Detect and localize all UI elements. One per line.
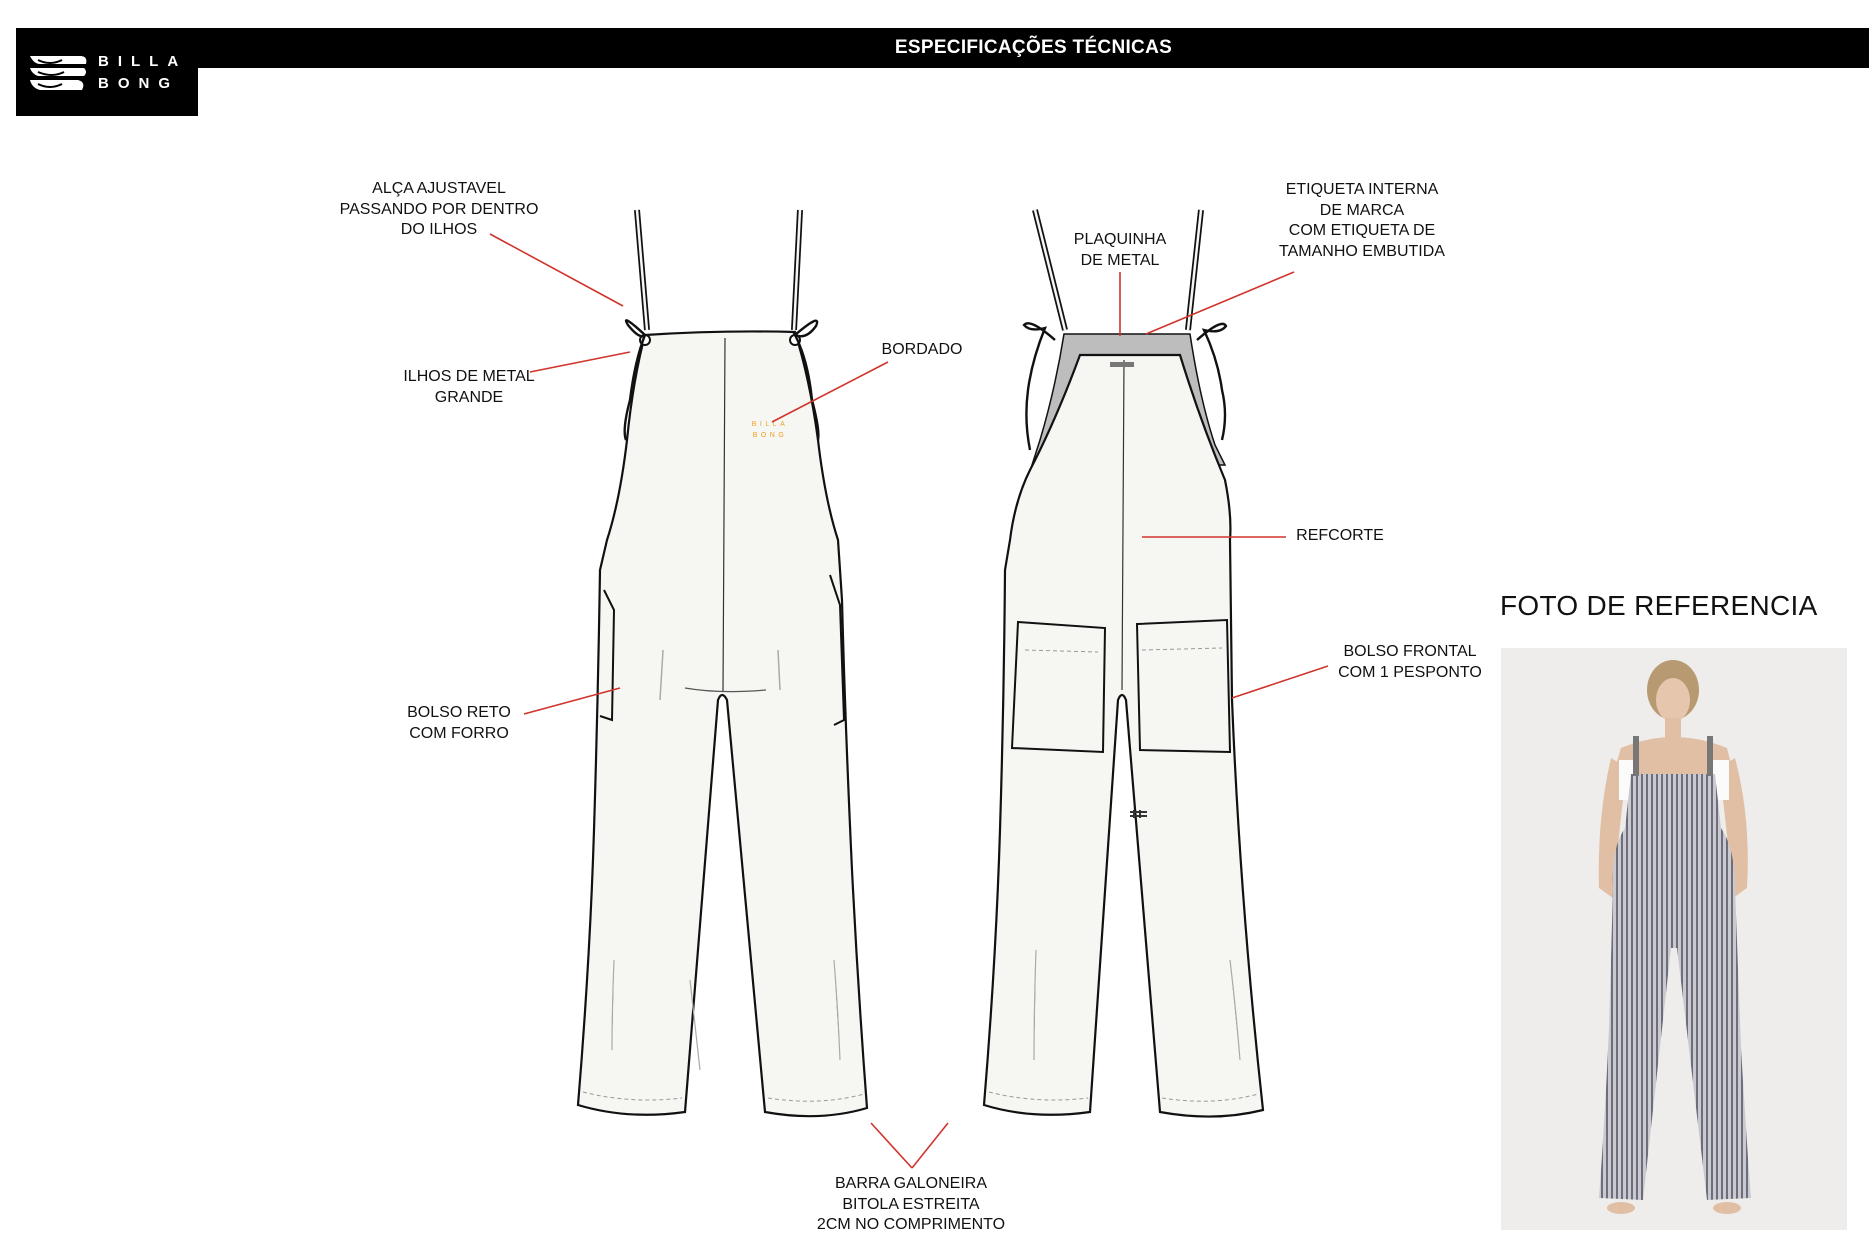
- leader-barra-right: [912, 1123, 948, 1168]
- back-view-overall: [984, 210, 1263, 1117]
- callout-alca: ALÇA AJUSTAVEL PASSANDO POR DENTRO DO ILHOS: [339, 180, 539, 238]
- embroidery-line2: BONG: [752, 432, 788, 439]
- callout-bordado: BORDADO: [881, 341, 963, 358]
- reference-title: FOTO DE REFERENCIA: [1500, 590, 1818, 621]
- leader-alca: [490, 234, 623, 306]
- page-title: ESPECIFICAÇÕES TÉCNICAS: [198, 28, 1869, 68]
- callout-ilhos: ILHOS DE METAL GRANDE: [403, 368, 535, 406]
- leader-barra-left: [871, 1123, 912, 1168]
- callout-refcorte: REFCORTE: [1296, 527, 1384, 544]
- leader-bolso-frontal: [1232, 666, 1328, 698]
- front-view-overall: [578, 210, 867, 1116]
- reference-photo: [1501, 648, 1847, 1230]
- callout-etiqueta: ETIQUETA INTERNA DE MARCA COM ETIQUETA DE TAMANHO EMBUTIDA: [1279, 181, 1445, 260]
- embroidery-line1: BILLA: [751, 421, 789, 428]
- callout-barra: BARRA GALONEIRA BITOLA ESTREITA 2CM NO COMPRIMENTO: [816, 1175, 1006, 1233]
- model-figure-image: [1501, 648, 1847, 1230]
- logo-word-line1: BILLA: [98, 53, 188, 70]
- callout-bolso-reto: BOLSO RETO COM FORRO: [407, 704, 511, 742]
- logo-word-line2: BONG: [98, 75, 179, 92]
- callout-bolso-frontal: BOLSO FRONTAL COM 1 PESPONTO: [1338, 643, 1482, 681]
- callout-plaquinha: PLAQUINHA DE METAL: [1073, 231, 1167, 269]
